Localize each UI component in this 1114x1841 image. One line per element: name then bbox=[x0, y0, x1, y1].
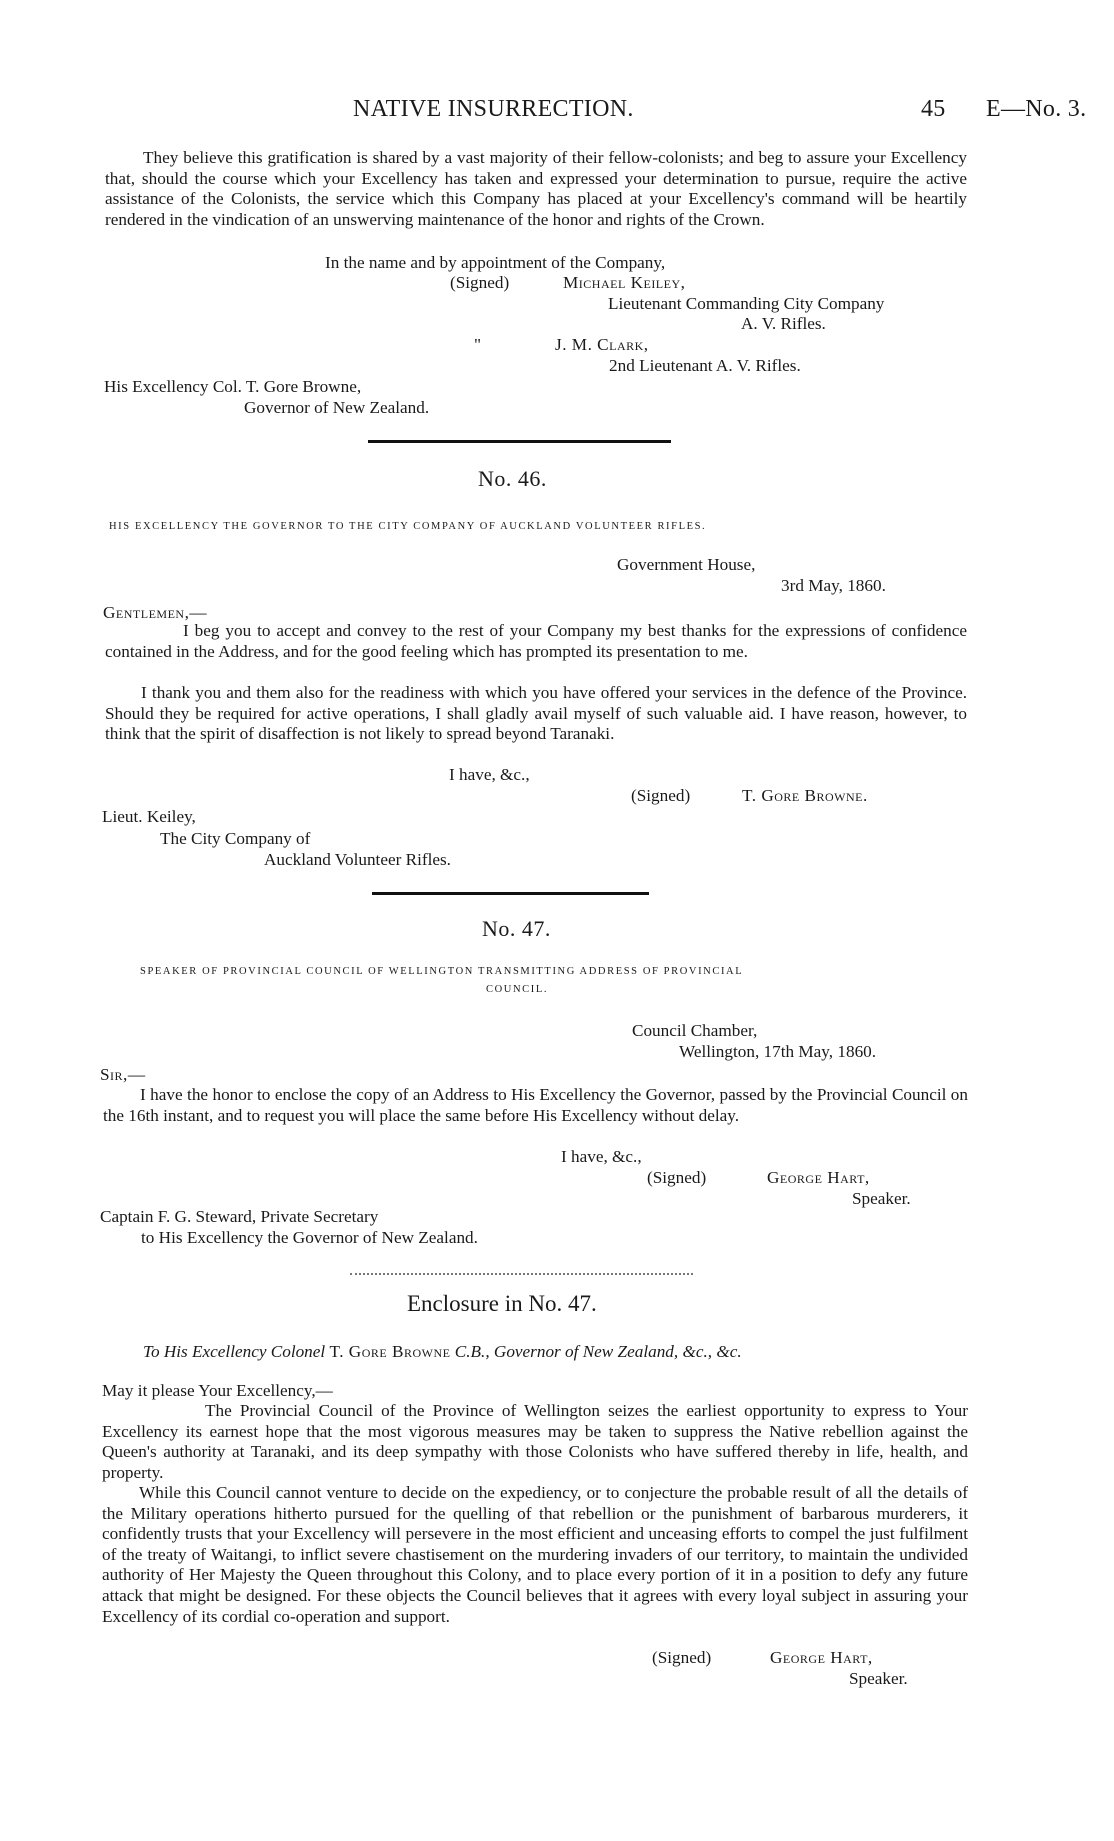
no46-number: No. 46. bbox=[478, 466, 547, 491]
no47-signed-label: (Signed) bbox=[647, 1168, 707, 1187]
no46-salutation: Gentlemen,— bbox=[103, 603, 208, 622]
no47-closing: I have, &c., bbox=[561, 1147, 642, 1166]
no47-paragraph: I have the honor to enclose the copy of an Address to His Excellency the Governor, passed by the Provincial Council on the 16th instant, and to request you will place the same before His Excellency without delay. bbox=[103, 1085, 968, 1125]
address-continuation-paragraph: They believe this gratification is shared by a vast majority of their fellow-colonists; and beg to assure your Excellency that, should the course which your Excellency has taken and expressed your determination to pursue, require the active assistance of the Colonists, the service which this Company has placed at your Excellency's command will be heartily rendered in the vindication of an unswerving maintenance of the honor and rights of the Crown. bbox=[105, 148, 967, 229]
enclosure-address-part-a: To His Excellency Colonel bbox=[143, 1342, 326, 1361]
no46-addressee-line-3: Auckland Volunteer Rifles. bbox=[264, 850, 451, 869]
no46-place: Government House, bbox=[617, 555, 756, 574]
no46-signed-label: (Signed) bbox=[631, 786, 691, 805]
no46-paragraph-1: I beg you to accept and convey to the rest of your Company my best thanks for the expressions of confidence contained in the Address, and for the good feeling which has prompted its presentation to me. bbox=[105, 621, 967, 661]
enclosure-signer-title: Speaker. bbox=[849, 1669, 908, 1688]
enclosure-address-part-c: C.B., Governor of New Zealand, &c., &c. bbox=[454, 1342, 742, 1361]
enclosure-signed-label: (Signed) bbox=[652, 1648, 712, 1667]
no46-signer: T. Gore Browne. bbox=[742, 786, 868, 805]
no46-addressee-line-1: Lieut. Keiley, bbox=[102, 807, 196, 826]
no47-addressee-line-1: Captain F. G. Steward, Private Secretary bbox=[100, 1207, 379, 1226]
no47-addressee-line-2: to His Excellency the Governor of New Zealand. bbox=[141, 1228, 478, 1247]
enclosure-address-part-b: T. Gore Browne bbox=[329, 1342, 451, 1361]
document-reference: E—No. 3. bbox=[986, 96, 1087, 122]
no46-addressee-line-2: The City Company of bbox=[160, 829, 311, 848]
enclosure-address-line bbox=[143, 1342, 742, 1362]
signer-keiley-name: Michael Keiley, bbox=[563, 273, 686, 292]
no46-paragraph-2: I thank you and them also for the readiness with which you have offered your services in the defence of the Province. Should they be required for active operations, I shall gladly avail myself of such valuable aid. I have reason, however, to think that the spirit of disaffection is not likely to spread beyond Taranaki. bbox=[105, 683, 967, 744]
addressee-line-1: His Excellency Col. T. Gore Browne, bbox=[104, 377, 362, 396]
signer-clark-title: 2nd Lieutenant A. V. Rifles. bbox=[609, 356, 801, 375]
enclosure-title: Enclosure in No. 47. bbox=[407, 1291, 597, 1316]
page-number: 45 bbox=[921, 96, 946, 122]
signer-keiley-unit: A. V. Rifles. bbox=[741, 314, 826, 333]
section-divider bbox=[372, 892, 649, 895]
no47-signer-title: Speaker. bbox=[852, 1189, 911, 1208]
enclosure-paragraph-2: While this Council cannot venture to decide on the expediency, or to conjecture the probable result of all the details of the Military operations hitherto pursued for the quelling of that rebellion or the punishment of barbarous murderers, it confidently trusts that your Excellency will persevere in the most efficient and unceasing efforts to compel the just fulfilment of the treaty of Waitangi, to inflict severe chastisement on the murdering invaders of our territory, to maintain the undivided authority of Her Majesty the Queen throughout this Colony, and to place every portion of it in a position to defy any future attack that might be designed. For these objects the Council believes that it agrees with every loyal subject in assuring your Excellency of its cordial co-operation and support. bbox=[102, 1483, 968, 1626]
enclosure-salutation: May it please Your Excellency,— bbox=[102, 1381, 333, 1400]
enclosure-paragraph-1: The Provincial Council of the Province of Wellington seizes the earliest opportunity to express to Your Excellency its earnest hope that the most vigorous measures may be taken to suppress the Native rebellion against the Queen's authority at Taranaki, and its deep sympathy with those Colonists who have suffered thereby in life, health, and property. bbox=[102, 1401, 968, 1482]
no47-date: Wellington, 17th May, 1860. bbox=[679, 1042, 877, 1061]
appointment-line: In the name and by appointment of the Company, bbox=[325, 253, 666, 272]
no46-date: 3rd May, 1860. bbox=[781, 576, 886, 595]
no47-signer: George Hart, bbox=[767, 1168, 870, 1187]
no47-number: No. 47. bbox=[482, 916, 551, 941]
enclosure-signer: George Hart, bbox=[770, 1648, 873, 1667]
no47-heading-line-1: SPEAKER OF PROVINCIAL COUNCIL OF WELLINGTON TRANSMITTING ADDRESS OF PROVINCIAL bbox=[140, 966, 744, 977]
no47-heading-line-2: COUNCIL. bbox=[486, 984, 549, 995]
signer-keiley-title: Lieutenant Commanding City Company bbox=[608, 294, 885, 313]
no46-closing: I have, &c., bbox=[449, 765, 530, 784]
no46-heading: HIS EXCELLENCY THE GOVERNOR TO THE CITY COMPANY OF AUCKLAND VOLUNTEER RIFLES. bbox=[109, 521, 707, 532]
signer-clark-name: J. M. Clark, bbox=[555, 335, 649, 354]
running-title: NATIVE INSURRECTION. bbox=[353, 96, 634, 122]
no47-salutation: Sir,— bbox=[100, 1065, 146, 1084]
addressee-line-2: Governor of New Zealand. bbox=[244, 398, 430, 417]
enclosure-divider bbox=[350, 1273, 693, 1275]
section-divider bbox=[368, 440, 671, 443]
signed-label: (Signed) bbox=[450, 273, 510, 292]
ditto-mark: " bbox=[474, 335, 482, 354]
no47-place: Council Chamber, bbox=[632, 1021, 758, 1040]
